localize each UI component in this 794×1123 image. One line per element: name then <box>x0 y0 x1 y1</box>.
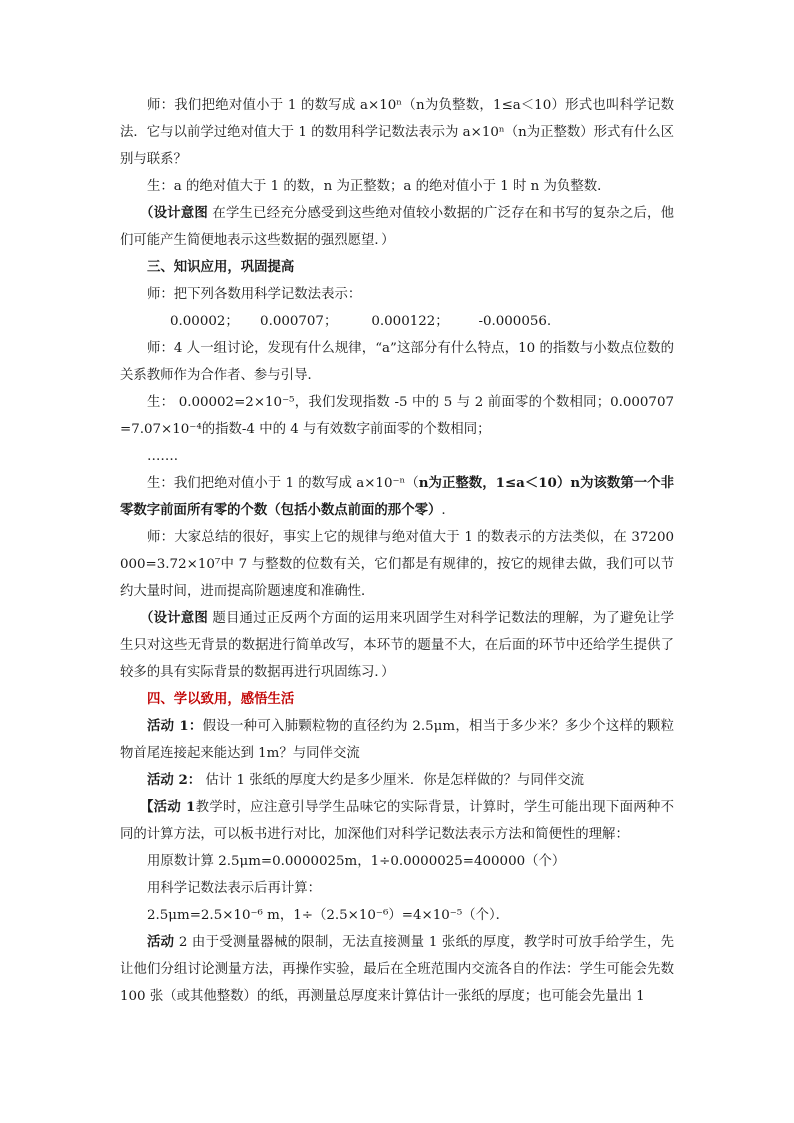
exercise-numbers: 0.00002； 0.000707； 0.000122； -0.000056. <box>170 314 552 329</box>
paragraph-group-discussion: 师：4 人一组讨论，发现有什么规律，“a”这部分有什么特点，10 的指数与小数点位数的关系教师作为合作者、参与引导． <box>120 341 674 383</box>
rule-end: . <box>441 503 446 518</box>
ellipsis: ……. <box>147 449 179 464</box>
design-intent-text: 在学生已经充分感受到这些绝对值较小数据的广泛存在和书写的复杂之后，他们可能产生简便地表示这些数据的强烈愿望．） <box>120 206 674 248</box>
activity-1-notes-label: 【活动 1 <box>140 799 196 815</box>
section-heading-3: 三、知识应用，巩固提高 <box>147 259 295 275</box>
paragraph-student-finding: 生： 0.00002=2×10⁻⁵，我们发现指数 -5 中的 5 与 2 前面零的个数相同；0.000707=7.07×10⁻⁴的指数-4 中的 4 与有效数字前面零的个数相同； <box>120 395 674 437</box>
calc-scientific-intro: 用科学记数法表示后再计算： <box>147 881 322 896</box>
activity-2-text: 估计 1 张纸的厚度大约是多少厘米．你是怎样做的？与同伴交流 <box>201 773 584 788</box>
activity-2-notes-text: 2 由于受测量器械的限制，无法直接测量 1 张纸的厚度，教学时可放手给学生，先让他们分组讨论测量方法，再操作实验，最后在全班范围内交流各自的作法：学生可能会先数 100 张（或其他整数）的纸，再测量总厚度来计算估计一张纸的厚度；也可能会先量出 1 <box>120 935 675 1004</box>
design-intent-2 <box>120 605 674 686</box>
activity-2-label: 活动 2： <box>147 772 202 788</box>
paragraph-teacher-summary: 师：大家总结的很好，事实上它的规律与绝对值大于 1 的数表示的方法类似，在 37200000=3.72×10⁷中 7 与整数的位数有关，它们都是有规律的，按它的规律去做，我们可以节约大量时间，进而提高阶题速度和准确性． <box>120 530 674 599</box>
calc-original: 用原数计算 2.5μm=0.0000025m，1÷0.0000025=400000（个） <box>147 854 566 869</box>
calc-scientific: 2.5μm=2.5×10⁻⁶ m，1÷（2.5×10⁻⁶）=4×10⁻⁵（个）． <box>147 908 510 923</box>
activity-1-text: 假设一种可入肺颗粒物的直径约为 2.5μm，相当于多少米？多少个这样的颗粒物首尾连接起来能达到 1m？与同伴交流 <box>120 719 674 761</box>
paragraph-teacher-question: 师：我们把绝对值小于 1 的数写成 a×10ⁿ（n为负整数，1≤a＜10）形式也叫科学记数法．它与以前学过绝对值大于 1 的数用科学记数法表示为 a×10ⁿ（n为正整数）形式有什么区别与联系？ <box>120 98 675 167</box>
paragraph-student-rule <box>120 470 674 524</box>
design-intent-label: （设计意图 <box>140 205 208 221</box>
activity-2-notes-label: 活动 <box>147 934 175 950</box>
activity-1-label: 活动 1： <box>147 718 203 734</box>
paragraph-exercise-prompt: 师：把下列各数用科学记数法表示： <box>147 287 362 302</box>
rule-bold: n为正整数，1≤a＜10）n为该数第一个非零数字前面所有零的个数（包括小数点前面的那个零） <box>120 475 674 518</box>
design-intent-label: （设计意图 <box>140 610 208 626</box>
design-intent-text: 题目通过正反两个方面的运用来巩固学生对科学记数法的理解，为了避免让学生只对这些无背景的数据进行简单改写，本环节的题量不大，在后面的环节中还给学生提供了较多的具有实际背景的数据再进行巩固练习．） <box>120 611 674 680</box>
activity-1-notes-text: 教学时，应注意引导学生品味它的实际背景，计算时，学生可能出现下面两种不同的计算方法，可以板书进行对比，加深他们对科学记数法表示方法和简便性的理解： <box>120 800 674 842</box>
paragraph-student-answer: 生：a 的绝对值大于 1 的数，n 为正整数；a 的绝对值小于 1 时 n 为负整数． <box>147 179 611 194</box>
design-intent-1 <box>120 200 674 254</box>
activity-1-notes <box>120 794 674 848</box>
section-heading-4: 四、学以致用，感悟生活 <box>147 691 295 707</box>
rule-intro: 生：我们把绝对值小于 1 的数写成 a×10⁻ⁿ（ <box>147 476 419 491</box>
activity-2 <box>120 767 674 794</box>
activity-1 <box>120 713 674 767</box>
activity-2-notes <box>120 929 674 1010</box>
